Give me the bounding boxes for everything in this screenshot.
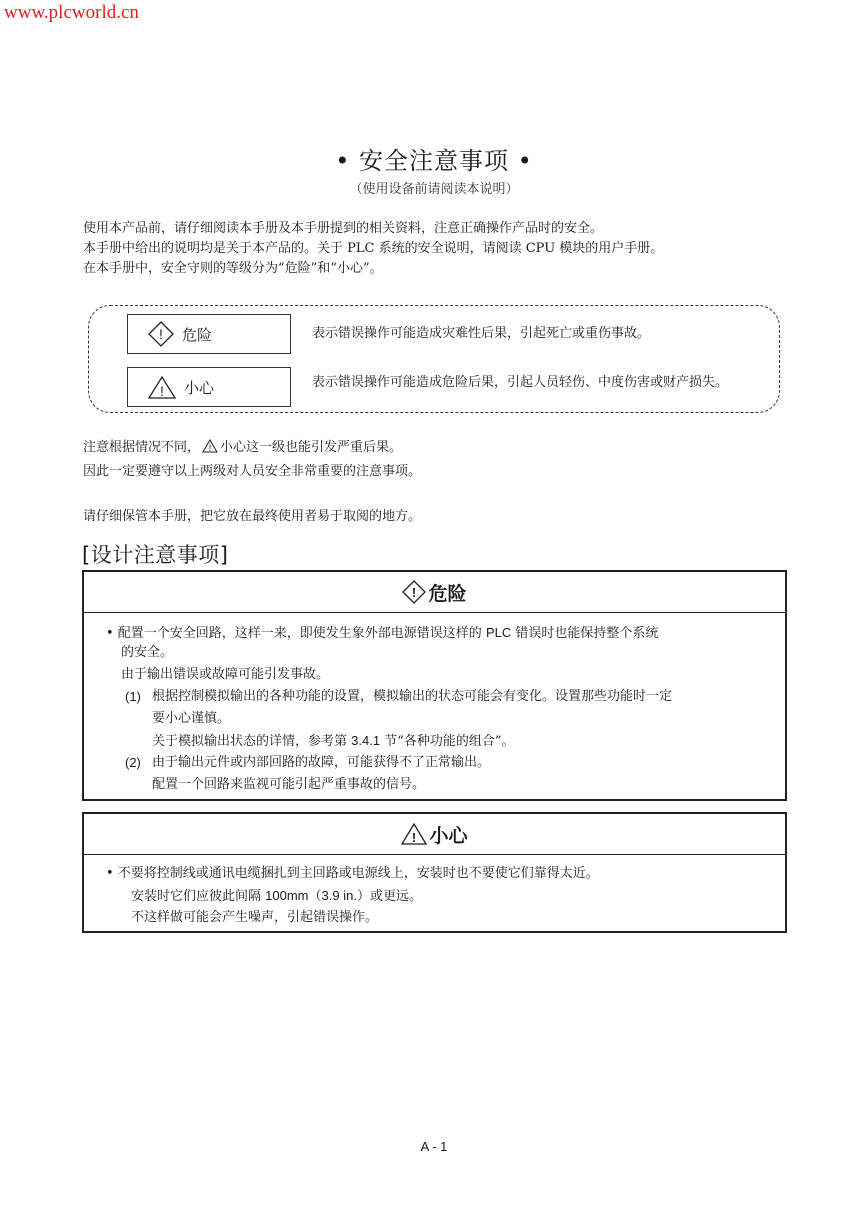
item-line (152, 730, 515, 752)
danger-legend-description: 表示错误操作可能造成灾难性后果，引起死亡或重伤事故。 (312, 326, 651, 341)
item-line: 要小心谨慎。 (152, 711, 231, 726)
danger-diamond-icon (402, 580, 426, 604)
section-heading: [设计注意事项] (82, 543, 229, 567)
text-run: 3.4.1 (351, 733, 381, 748)
item-number: (2) (125, 755, 141, 770)
caution-triangle-icon (202, 439, 218, 461)
text-run: PLC (485, 625, 512, 640)
svg-text:!: ! (160, 383, 164, 399)
svg-text:!: ! (412, 830, 417, 845)
watermark-link[interactable]: www.plcworld.cn (4, 2, 139, 23)
intro-paragraph (83, 219, 663, 279)
text-run: 安装时它们应彼此间隔 (131, 889, 266, 904)
caution-triangle-icon (148, 375, 176, 399)
bullet-line: 不这样做可能会产生噪声，引起错误操作。 (131, 910, 379, 925)
caution-panel-header (84, 814, 785, 855)
danger-diamond-icon (148, 321, 174, 347)
caution-panel (82, 812, 787, 933)
danger-panel-title: 危险 (428, 582, 467, 605)
bullet-line (131, 885, 422, 907)
page-title: • 安全注意事项 • (335, 147, 533, 175)
text-run: 3.9 in. (321, 888, 357, 903)
item-number: (1) (125, 689, 141, 704)
text-run: 100mm (265, 888, 309, 903)
page-subtitle: （使用设备前请阅读本说明） (349, 182, 519, 197)
danger-panel (82, 570, 787, 801)
item-line: 根据控制模拟输出的各种功能的设置，模拟输出的状态可能会有变化。设置那些功能时一定 (152, 689, 673, 704)
caution-legend-description: 表示错误操作可能造成危险后果，引起人员轻伤、中度伤害或财产损失。 (312, 375, 729, 390)
notes-line: 因此一定要遵守以上两级对人员安全非常重要的注意事项。 (83, 464, 422, 479)
notes-line-end: 小心这一级也能引发严重后果。 (220, 440, 403, 455)
bullet-line: 的安全。 (121, 645, 174, 660)
intro-line: 在本手册中，安全守则的等级分为“危险”和“小心”。 (83, 261, 383, 276)
intro-line: 使用本产品前，请仔细阅读本手册及本手册提到的相关资料，注意正确操作产品时的安全。 (83, 221, 604, 236)
item-line: 配置一个回路来监视可能引起严重事故的信号。 (152, 777, 426, 792)
text-run: ）或更远。 (356, 889, 422, 904)
caution-legend-label: 小心 (184, 378, 215, 397)
keep-manual-note: 请仔细保管本手册，把它放在最终使用者易于取阅的地方。 (83, 509, 422, 524)
page-number: A - 1 (420, 1139, 448, 1154)
danger-legend-tag (127, 314, 291, 354)
item-line: 由于输出元件或内部回路的故障，可能获得不了正常输出。 (152, 755, 491, 770)
notes-line (83, 437, 421, 461)
svg-text:!: ! (412, 585, 417, 600)
bullet-line: • 不要将控制线或通讯电缆捆扎到主回路或电源线上，安装时也不要使它们靠得太近。 (106, 866, 599, 881)
bullet-line (106, 622, 658, 644)
svg-text:!: ! (159, 326, 163, 342)
svg-text:!: ! (208, 443, 212, 453)
caution-triangle-icon (401, 823, 427, 845)
text-run: 错误时也能保持整个系统 (511, 626, 659, 641)
intro-line: 本手册中给出的说明均是关于本产品的。关于 PLC 系统的安全说明，请阅读 CPU 模块的用户手册。 (83, 241, 664, 256)
notes-line-start: 注意根据情况不同， (83, 440, 201, 455)
notes-paragraph (83, 437, 421, 483)
caution-legend-tag (127, 367, 291, 407)
text-run: 关于模拟输出状态的详情，参考第 (152, 734, 352, 749)
text-run: 节“各种功能的组合”。 (380, 734, 515, 749)
caution-panel-title: 小心 (429, 824, 468, 847)
danger-legend-label: 危险 (182, 325, 213, 344)
text-run: （ (308, 889, 322, 904)
bullet-line: 由于输出错误或故障可能引发事故。 (121, 667, 330, 682)
danger-panel-header (84, 572, 785, 613)
text-run: • 配置一个安全回路，这样一来，即使发生象外部电源错误这样的 (106, 626, 486, 641)
